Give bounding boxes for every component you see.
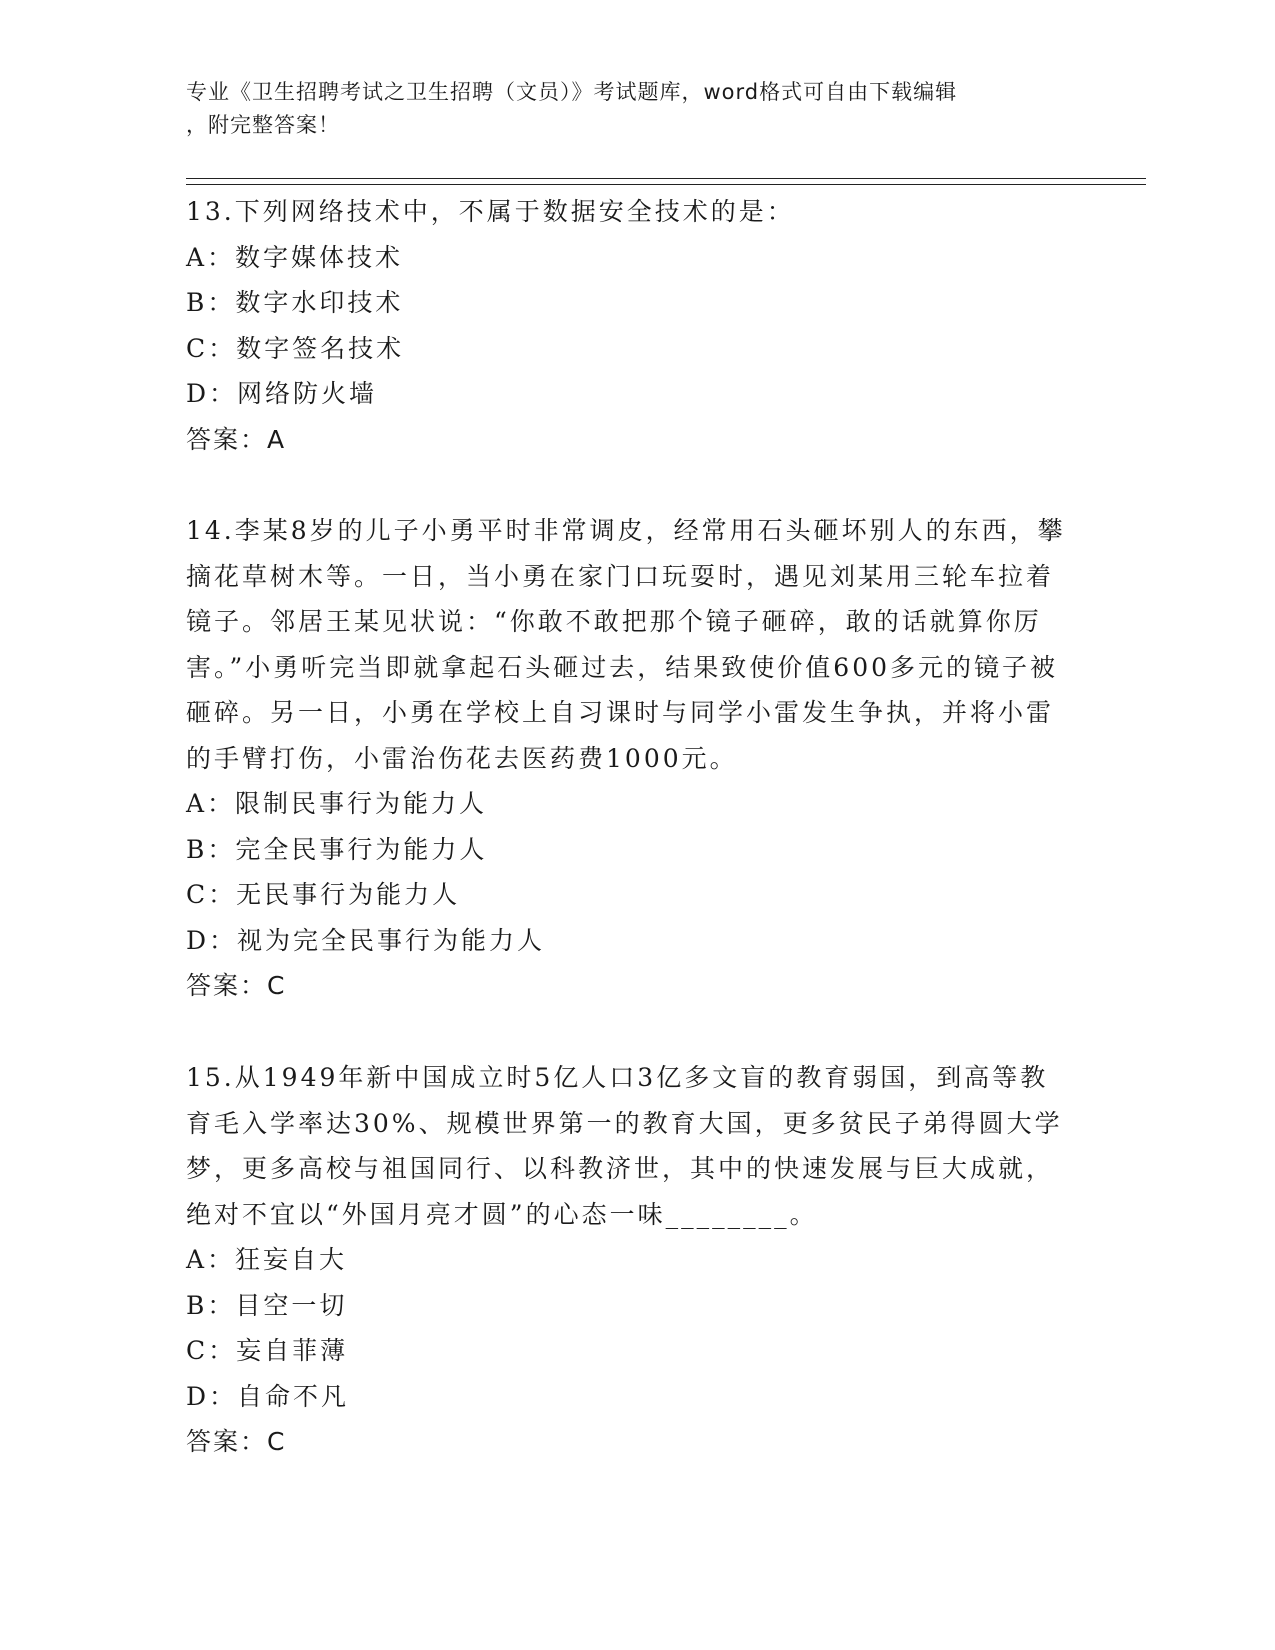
option-c: C：数字签名技术 [186, 333, 405, 363]
header-divider-top [186, 178, 1146, 179]
answer: 答案：C [186, 971, 287, 1000]
option-a: A：狂妄自大 [186, 1245, 348, 1274]
document-header [186, 76, 1066, 142]
option-a: A：数字媒体技术 [186, 242, 404, 272]
option-b: B：目空一切 [186, 1290, 348, 1320]
header-line-1: 专业《卫生招聘考试之卫生招聘（文员）》考试题库，word格式可自由下载编辑 [186, 80, 958, 104]
option-d: D：视为完全民事行为能力人 [186, 925, 546, 955]
option-c: C：妄自菲薄 [186, 1336, 349, 1365]
question-15 [186, 1055, 1076, 1465]
option-d: D：网络防火墙 [186, 379, 378, 408]
header-divider-bottom [186, 184, 1146, 185]
question-stem: 14.李某8岁的儿子小勇平时非常调皮，经常用石头砸坏别人的东西，攀摘花草树木等。一日，当小勇在家门口玩耍时，遇见刘某用三轮车拉着镜子。邻居王某见状说：“你敢不敢把那个镜子砸碎，敢的话就算你厉害。”小勇听完当即就拿起石头砸过去，结果致使价值600多元的镜子被砸碎。另一日，小勇在学校上自习课时与同学小雷发生争执，并将小雷的手臂打伤，小雷治伤花去医药费1000元。 [186, 516, 1066, 773]
question-13 [186, 189, 1076, 463]
question-14 [186, 508, 1076, 1009]
answer: 答案：A [186, 424, 287, 454]
question-stem: 15.从1949年新中国成立时5亿人口3亿多文盲的教育弱国，到高等教育毛入学率达30%、规模世界第一的教育大国，更多贫民子弟得圆大学梦，更多高校与祖国同行、以科教济世，其中的快速发展与巨大成就，绝对不宜以“外国月亮才圆”的心态一味________。 [186, 1063, 1063, 1229]
option-d: D：自命不凡 [186, 1381, 350, 1411]
question-stem: 13.下列网络技术中，不属于数据安全技术的是： [186, 197, 795, 226]
option-c: C：无民事行为能力人 [186, 880, 461, 909]
option-b: B：数字水印技术 [186, 288, 404, 317]
option-a: A：限制民事行为能力人 [186, 789, 488, 818]
answer: 答案：C [186, 1427, 287, 1456]
option-b: B：完全民事行为能力人 [186, 834, 488, 864]
header-line-2: ，附完整答案！ [186, 113, 340, 137]
